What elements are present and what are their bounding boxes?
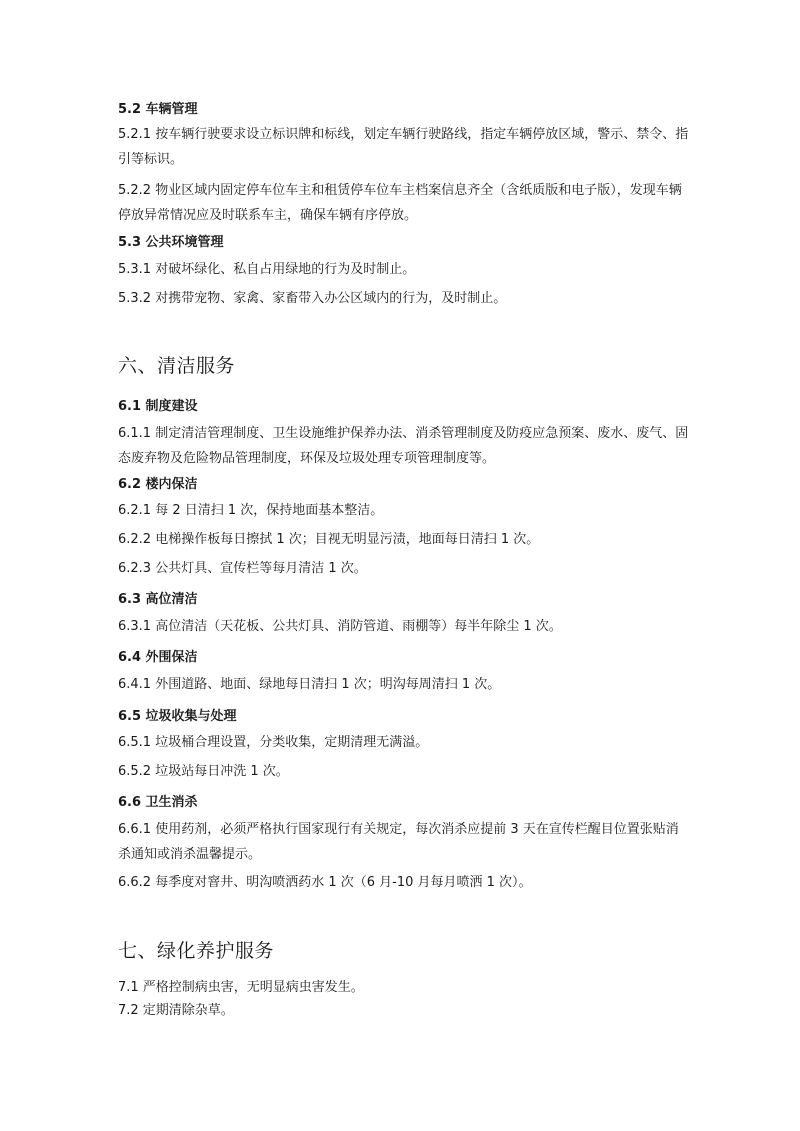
paragraph-6-2-3: 6.2.3 公共灯具、宣传栏等每月清洁 1 次。 bbox=[118, 561, 367, 576]
paragraph-6-2-1: 6.2.1 每 2 日清扫 1 次，保持地面基本整洁。 bbox=[118, 503, 384, 518]
paragraph-6-1-1: 6.1.1 制定清洁管理制度、卫生设施维护保养办法、消杀管理制度及防疫应急预案、废水、废气、固态废弃物及危险物品管理制度，环保及垃圾处理专项管理制度等。 bbox=[118, 426, 689, 466]
section-heading-6-5: 6.5 垃圾收集与处理 bbox=[118, 709, 237, 724]
paragraph-5-2-1: 5.2.1 按车辆行驶要求设立标识牌和标线，划定车辆行驶路线，指定车辆停放区域，警示、禁令、指引等标识。 bbox=[118, 127, 689, 167]
paragraph-5-3-2: 5.3.2 对携带宠物、家禽、家畜带入办公区域内的行为，及时制止。 bbox=[118, 291, 507, 306]
section-heading-6-4: 6.4 外围保洁 bbox=[118, 650, 198, 665]
paragraph-5-2-2: 5.2.2 物业区域内固定停车位车主和租赁停车位车主档案信息齐全（含纸质版和电子版），发现车辆停放异常情况应及时联系车主，确保车辆有序停放。 bbox=[118, 183, 682, 223]
paragraph-7-1: 7.1 严格控制病虫害，无明显病虫害发生。 bbox=[118, 980, 364, 995]
section-heading-6-2: 6.2 楼内保洁 bbox=[118, 477, 198, 492]
paragraph-7-2: 7.2 定期清除杂草。 bbox=[118, 1003, 234, 1018]
section-heading-6-1: 6.1 制度建设 bbox=[118, 399, 198, 414]
paragraph-6-5-2: 6.5.2 垃圾站每日冲洗 1 次。 bbox=[118, 764, 289, 779]
paragraph-6-4-1: 6.4.1 外围道路、地面、绿地每日清扫 1 次；明沟每周清扫 1 次。 bbox=[118, 677, 501, 692]
section-heading-6-6: 6.6 卫生消杀 bbox=[118, 795, 198, 810]
paragraph-6-6-1: 6.6.1 使用药剂，必须严格执行国家现行有关规定，每次消杀应提前 3 天在宣传栏醒目位置张贴消杀通知或消杀温馨提示。 bbox=[118, 822, 679, 862]
section-heading-6-3: 6.3 高位清洁 bbox=[118, 592, 198, 607]
section-heading-5-2: 5.2 车辆管理 bbox=[118, 102, 198, 117]
paragraph-6-6-2: 6.6.2 每季度对窨井、明沟喷洒药水 1 次（6 月-10 月每月喷洒 1 次）。 bbox=[118, 875, 532, 890]
paragraph-6-2-2: 6.2.2 电梯操作板每日擦拭 1 次；目视无明显污渍，地面每日清扫 1 次。 bbox=[118, 532, 540, 547]
section-heading-5-3: 5.3 公共环境管理 bbox=[118, 235, 224, 250]
paragraph-5-3-1: 5.3.1 对破坏绿化、私自占用绿地的行为及时制止。 bbox=[118, 262, 416, 277]
paragraph-6-3-1: 6.3.1 高位清洁（天花板、公共灯具、消防管道、雨棚等）每半年除尘 1 次。 bbox=[118, 619, 562, 634]
chapter-title-7: 七、绿化养护服务 bbox=[118, 940, 275, 962]
chapter-title-6: 六、清洁服务 bbox=[118, 355, 236, 377]
paragraph-6-5-1: 6.5.1 垃圾桶合理设置，分类收集，定期清理无满溢。 bbox=[118, 735, 429, 750]
